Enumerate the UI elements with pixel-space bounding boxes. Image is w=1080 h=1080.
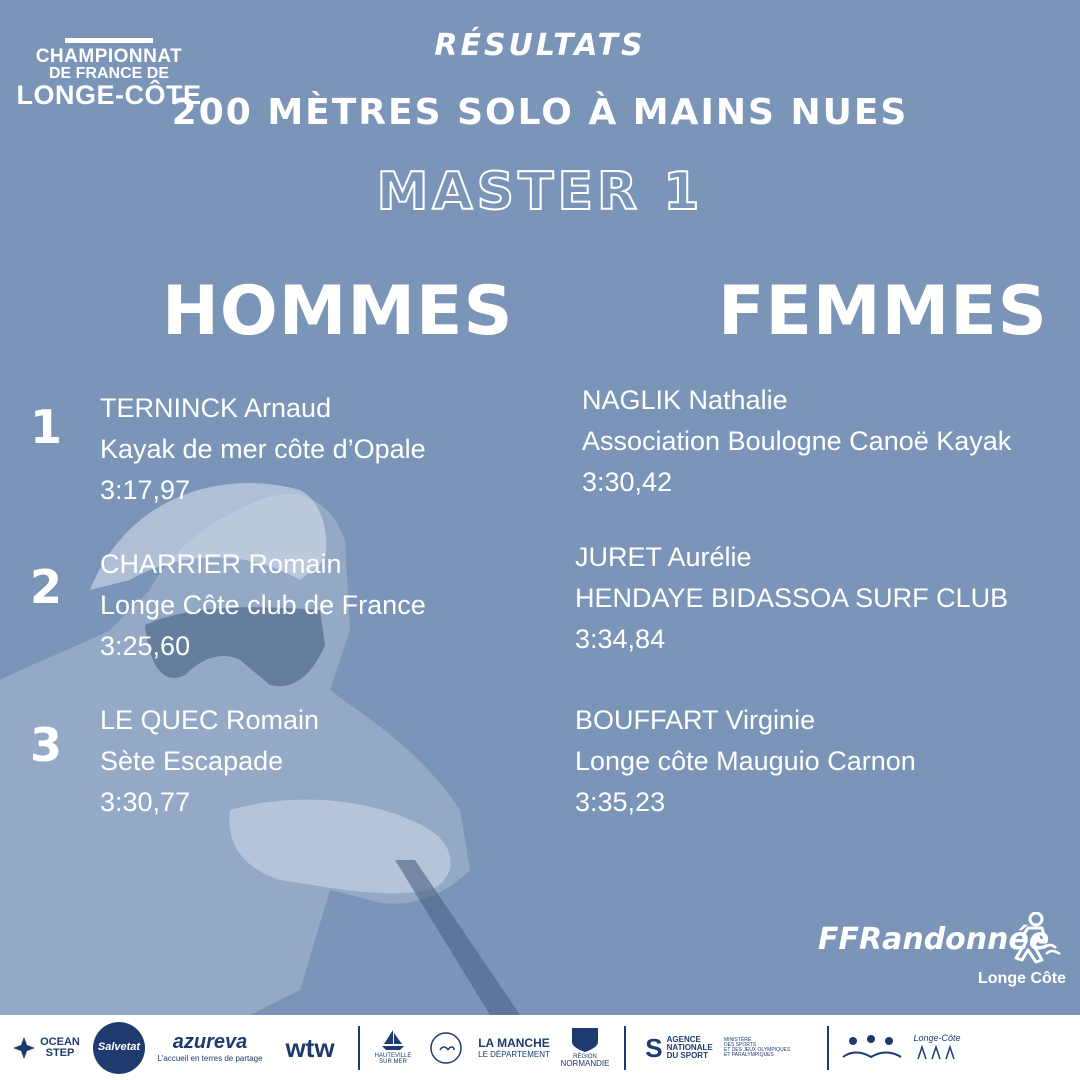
sponsor-ministere: MINISTÈRE DES SPORTS ET DES JEUX OLYMPIQUES ET PARALYMPIQUES: [724, 1036, 791, 1058]
walker-wave-icon: [1006, 912, 1064, 968]
logo-line-1: CHAMPIONNAT: [35, 46, 183, 67]
rank-1: 1: [30, 400, 63, 454]
sponsor-divider: [624, 1026, 626, 1070]
men-title: HOMMES: [162, 272, 514, 351]
women-entry-2: [575, 537, 1008, 660]
normandy-shield-icon: [572, 1028, 598, 1052]
boat-icon: [382, 1030, 404, 1050]
athlete-club: Longe côte Mauguio Carnon: [575, 746, 916, 776]
sponsor-anniversary: [418, 1020, 474, 1076]
category-title: MASTER 1: [376, 162, 704, 222]
athlete-name: NAGLIK Nathalie: [582, 385, 788, 415]
sponsor-bar: [0, 1015, 1080, 1080]
sponsor-normandie: RÉGION NORMANDIE: [554, 1020, 616, 1076]
athlete-name: LE QUEC Romain: [100, 705, 320, 735]
athlete-name: TERNINCK Arnaud: [100, 393, 332, 423]
sponsor-oceanstep: OCEAN STEP: [10, 1020, 88, 1076]
rank-3: 3: [30, 718, 63, 772]
athlete-time: 3:34,84: [575, 624, 666, 654]
sponsor-hauteville: HAUTEVILLE SUR MER: [368, 1020, 418, 1076]
sponsor-lamanche: LA MANCHE LE DÉPARTEMENT: [478, 1035, 550, 1059]
logo-line-3: LONGE-CÔTE: [16, 80, 202, 110]
athlete-time: 3:17,97: [100, 475, 191, 505]
athlete-club: Sète Escapade: [100, 746, 284, 776]
logo-line-2: DE FRANCE DE: [48, 65, 169, 82]
men-entry-1: [100, 388, 426, 511]
sponsor-longecote: Longe-Côte: [907, 1020, 967, 1076]
ffrandonnee-name: FFRandonnée: [818, 922, 1050, 957]
athlete-time: 3:25,60: [100, 631, 191, 661]
men-entry-2: [100, 544, 426, 667]
athlete-name: BOUFFART Virginie: [575, 705, 816, 735]
women-entry-3: [575, 700, 916, 823]
athlete-club: Kayak de mer côte d’Opale: [100, 434, 426, 464]
ffrandonnee-logo: [818, 912, 1068, 992]
women-title: FEMMES: [718, 272, 1048, 351]
athlete-club: Longe Côte club de France: [100, 590, 426, 620]
athlete-time: 3:35,23: [575, 787, 666, 817]
results-heading: RÉSULTATS: [434, 28, 646, 63]
athlete-club: Association Boulogne Canoë Kayak: [582, 426, 1012, 456]
event-title: 200 MÈTRES SOLO À MAINS NUES: [171, 92, 909, 133]
athlete-time: 3:30,42: [582, 467, 673, 497]
women-entry-1: [582, 380, 1011, 503]
sponsor-wtw: wtw: [285, 1032, 335, 1063]
anniversary-emblem-icon: [426, 1028, 466, 1068]
sponsor-divider: [827, 1026, 829, 1070]
athlete-name: CHARRIER Romain: [100, 549, 342, 579]
sponsor-salvetat: Salvetat: [88, 1020, 150, 1076]
ffrandonnee-sub: Longe Côte: [978, 970, 1066, 987]
athlete-name: JURET Aurélie: [575, 542, 752, 572]
sponsor-divider: [358, 1026, 360, 1070]
ans-s-icon: S: [645, 1032, 663, 1063]
athlete-time: 3:30,77: [100, 787, 191, 817]
men-entry-3: [100, 700, 319, 823]
rank-2: 2: [30, 560, 63, 614]
athlete-club: HENDAYE BIDASSOA SURF CLUB: [575, 583, 1009, 613]
sponsor-azureva: azureva L'accueil en terres de partage: [157, 1031, 263, 1063]
compass-icon: [13, 1037, 35, 1059]
sponsor-club-emblem: [837, 1020, 907, 1076]
walkers-icon: [914, 1043, 960, 1061]
sponsor-ans: S AGENCE NATIONALE DU SPORT: [645, 1032, 713, 1063]
rowing-figures-icon: [841, 1033, 903, 1063]
